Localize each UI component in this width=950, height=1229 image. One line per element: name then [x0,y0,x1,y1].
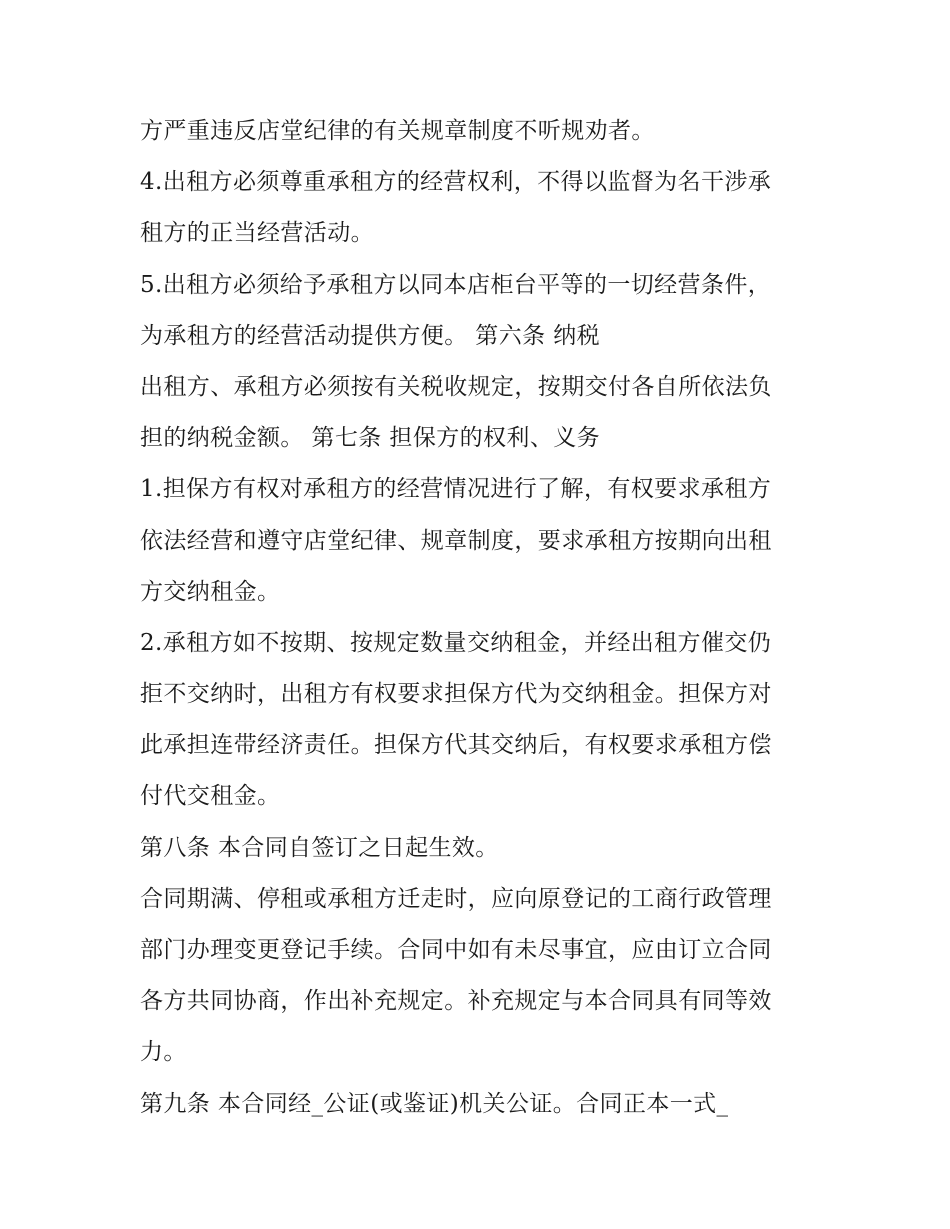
document-body [140,106,820,1130]
text-line: 各方共同协商，作出补充规定。补充规定与本合同具有同等效 [140,988,772,1015]
text-line: 此承担连带经济责任。担保方代其交纳后，有权要求承租方偿 [140,732,772,759]
text-line: 拒不交纳时，出租方有权要求担保方代为交纳租金。担保方对 [140,681,772,708]
text-line: 第八条 本合同自签订之日起生效。 [140,834,499,861]
text-line: 依法经营和遵守店堂纪律、规章制度，要求承租方按期向出租 [140,527,772,554]
text-line: 力。 [140,1039,187,1066]
text-line: 第九条 本合同经_公证(或鉴证)机关公证。合同正本一式_ [140,1090,729,1117]
text-line: 部门办理变更登记手续。合同中如有未尽事宜，应由订立合同 [140,937,772,963]
text-line: 2.承租方如不按期、按规定数量交纳租金，并经出租方催交仍 [140,629,772,656]
text-line: 出租方、承租方必须按有关税收规定，按期交付各自所依法负 [140,373,772,400]
text-line: 合同期满、停租或承租方迁走时，应向原登记的工商行政管理 [140,885,772,912]
text-line: 为承租方的经营活动提供方便。 第六条 纳税 [140,322,601,349]
text-line: 付代交租金。 [140,783,281,810]
text-line: 担的纳税金额。 第七条 担保方的权利、义务 [140,425,601,452]
text-line: 5.出租方必须给予承租方以同本店柜台平等的一切经营条件， [140,271,772,298]
text-line: 方交纳租金。 [140,578,281,605]
text-line: 租方的正当经营活动。 [140,220,374,247]
text-line: 1.担保方有权对承租方的经营情况进行了解，有权要求承租方 [140,476,772,503]
text-line: 4.出租方必须尊重承租方的经营权利，不得以监督为名干涉承 [140,169,772,196]
text-line: 方严重违反店堂纪律的有关规章制度不听规劝者。 [140,118,655,144]
